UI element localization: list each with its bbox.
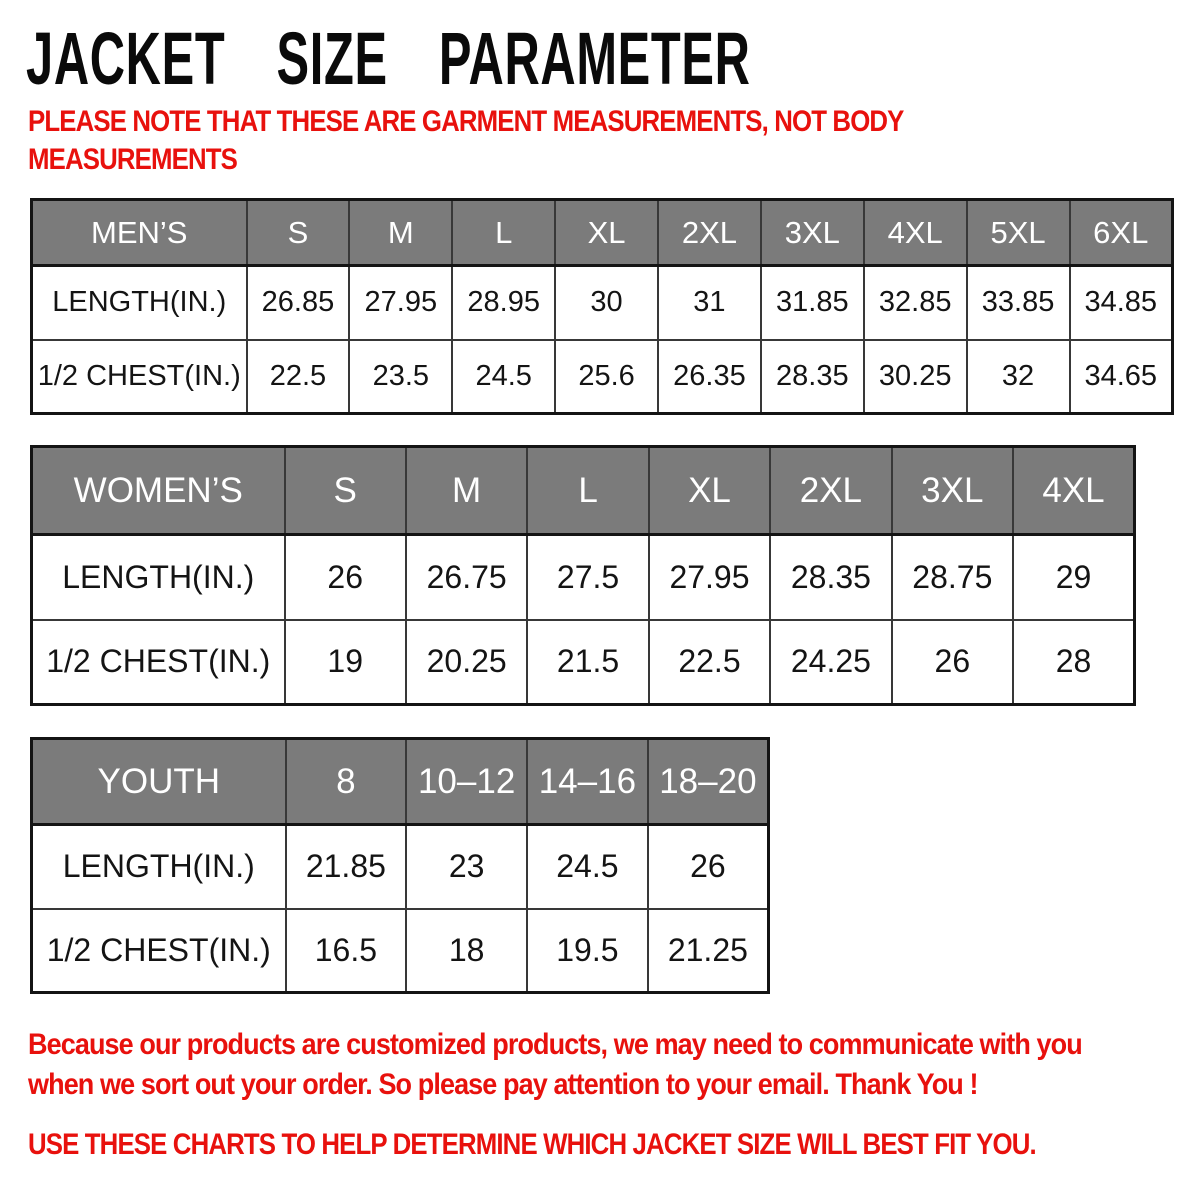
note-line-2: MEASUREMENTS [28,143,237,176]
customization-notice-line-2: when we sort out your order. So please pay attention to your email. Thank You ! [28,1068,978,1101]
size-value-cell: 21.5 [527,620,648,705]
size-col-header: 3XL [892,447,1013,535]
size-value-cell: 30.25 [864,340,967,414]
youth-length-row [32,825,769,909]
size-value-cell: 19 [285,620,406,705]
size-value-cell: 33.85 [967,266,1070,340]
size-col-header: 18–20 [648,739,769,825]
size-value-cell: 26 [892,620,1013,705]
size-value-cell: 26.35 [658,340,761,414]
size-col-header: S [247,200,350,266]
mens-size-table [30,198,1174,415]
size-value-cell: 29 [1013,535,1134,620]
page-title: JACKET SIZE PARAMETER [26,17,751,100]
size-col-header: 3XL [761,200,864,266]
size-value-cell: 28.35 [761,340,864,414]
size-value-cell: 24.5 [527,825,648,909]
size-col-header: M [349,200,452,266]
mens-header-row [32,200,1173,266]
size-col-header: 4XL [1013,447,1134,535]
size-value-cell: 30 [555,266,658,340]
womens-chest-row [32,620,1135,705]
size-value-cell: 23 [406,825,527,909]
garment-measurement-note [28,103,904,179]
size-value-cell: 31.85 [761,266,864,340]
table-title-mens: MEN’S [32,200,247,266]
row-label: 1/2 CHEST(IN.) [32,909,286,993]
size-value-cell: 27.95 [649,535,770,620]
chart-usage-note: USE THESE CHARTS TO HELP DETERMINE WHICH JACKET SIZE WILL BEST FIT YOU. [28,1128,1036,1161]
row-label: 1/2 CHEST(IN.) [32,620,285,705]
size-value-cell: 32 [967,340,1070,414]
table-title-womens: WOMEN’S [32,447,285,535]
size-value-cell: 27.5 [527,535,648,620]
size-value-cell: 24.25 [770,620,891,705]
size-col-header: L [452,200,555,266]
size-col-header: 8 [286,739,407,825]
size-value-cell: 19.5 [527,909,648,993]
size-value-cell: 28.95 [452,266,555,340]
youth-chest-row [32,909,769,993]
size-value-cell: 20.25 [406,620,527,705]
size-value-cell: 22.5 [649,620,770,705]
youth-size-table [30,737,770,994]
size-value-cell: 28.75 [892,535,1013,620]
row-label: LENGTH(IN.) [32,535,285,620]
size-value-cell: 26.85 [247,266,350,340]
size-value-cell: 26 [648,825,769,909]
size-col-header: 2XL [770,447,891,535]
size-col-header: XL [555,200,658,266]
size-col-header: S [285,447,406,535]
womens-length-row [32,535,1135,620]
size-col-header: L [527,447,648,535]
size-value-cell: 26.75 [406,535,527,620]
size-value-cell: 34.85 [1070,266,1173,340]
size-value-cell: 31 [658,266,761,340]
table-title-youth: YOUTH [32,739,286,825]
size-col-header: 14–16 [527,739,648,825]
size-value-cell: 21.25 [648,909,769,993]
size-value-cell: 28.35 [770,535,891,620]
size-value-cell: 16.5 [286,909,407,993]
size-value-cell: 23.5 [349,340,452,414]
mens-length-row [32,266,1173,340]
size-col-header: 6XL [1070,200,1173,266]
size-value-cell: 25.6 [555,340,658,414]
size-col-header: M [406,447,527,535]
size-value-cell: 24.5 [452,340,555,414]
row-label: LENGTH(IN.) [32,825,286,909]
size-value-cell: 18 [406,909,527,993]
size-value-cell: 21.85 [286,825,407,909]
size-col-header: 5XL [967,200,1070,266]
note-line-1: PLEASE NOTE THAT THESE ARE GARMENT MEASUREMENTS, NOT BODY [28,105,904,138]
row-label: LENGTH(IN.) [32,266,247,340]
womens-size-table [30,445,1136,706]
size-value-cell: 22.5 [247,340,350,414]
size-value-cell: 26 [285,535,406,620]
womens-header-row [32,447,1135,535]
size-col-header: XL [649,447,770,535]
size-value-cell: 32.85 [864,266,967,340]
size-value-cell: 34.65 [1070,340,1173,414]
size-col-header: 4XL [864,200,967,266]
customization-notice [28,1025,1082,1105]
size-col-header: 2XL [658,200,761,266]
row-label: 1/2 CHEST(IN.) [32,340,247,414]
size-value-cell: 27.95 [349,266,452,340]
size-col-header: 10–12 [406,739,527,825]
size-value-cell: 28 [1013,620,1134,705]
mens-chest-row [32,340,1173,414]
youth-header-row [32,739,769,825]
customization-notice-line-1: Because our products are customized products, we may need to communicate with you [28,1028,1082,1061]
